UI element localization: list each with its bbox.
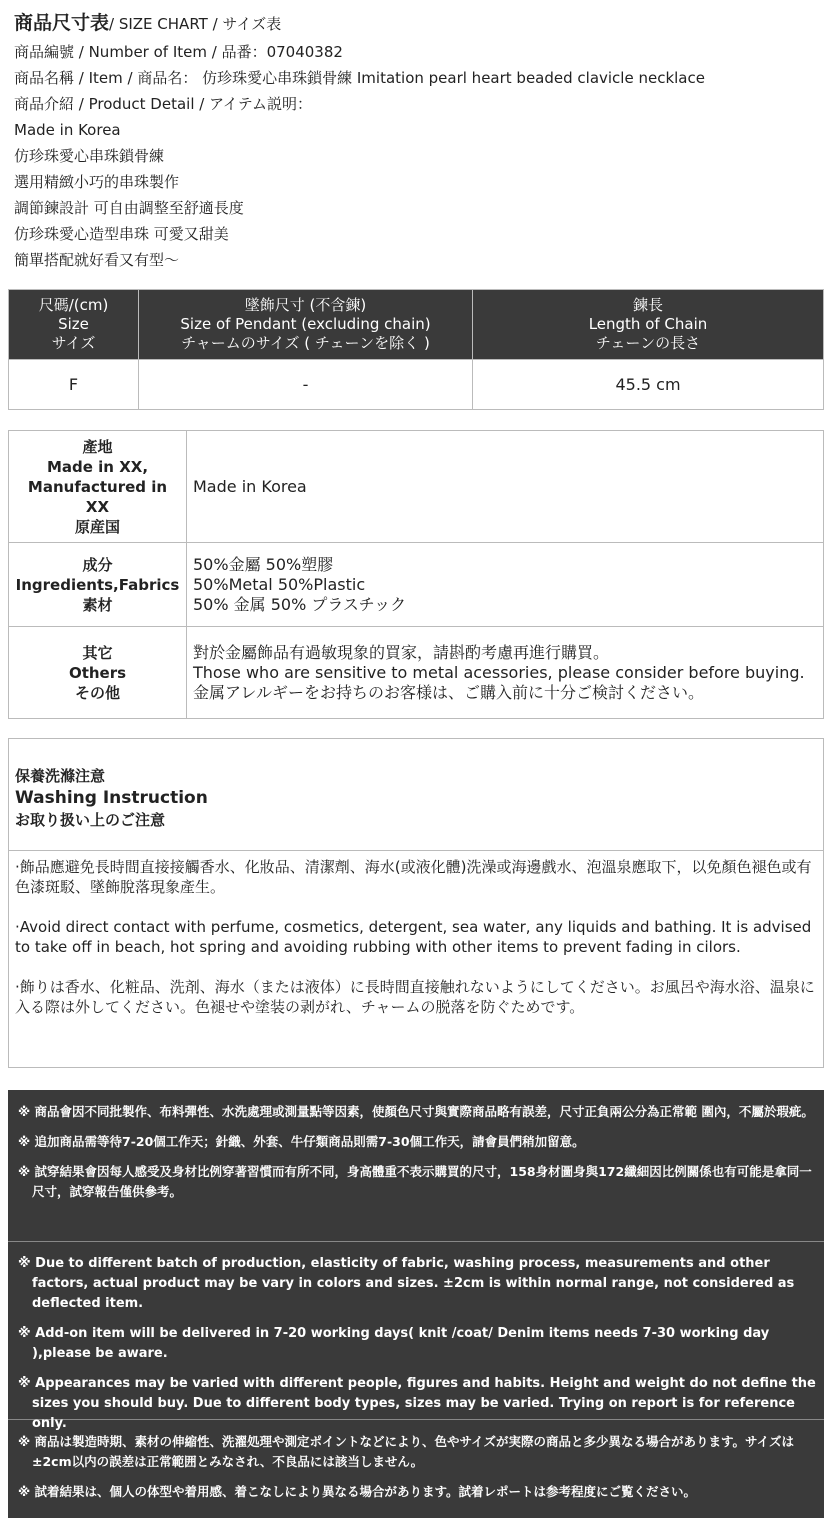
note-item: ※ 試着結果は、個人の体型や着用感、着こなしにより異なる場合があります。試着レポートは参考程度にご覧ください。	[18, 1484, 697, 1499]
note-item: ※ Add-on item will be delivered in 7-20 working days( knit /coat/ Denim items needs 7-30 working day ),please be aware.	[18, 1326, 770, 1361]
detail-line: Made in Korea	[14, 121, 121, 139]
item-number: 商品編號 / Number of Item / 品番：07040382	[14, 43, 343, 61]
note-item: ※ 商品會因不同批製作、布料彈性、水洗處理或測量點等因素，使顏色尺寸與實際商品略有誤差，尺寸正負兩公分為正常範 圍內，不屬於瑕疵。	[18, 1104, 814, 1119]
detail-line: 仿珍珠愛心造型串珠 可愛又甜美	[14, 225, 229, 243]
detail-label: 商品介紹 / Product Detail / アイテム説明：	[14, 95, 312, 113]
size-cell: F	[9, 360, 139, 410]
origin-row	[9, 431, 824, 543]
note-item: ※ Due to different batch of production, elasticity of fabric, washing process, measurements and other factors, actual product may be vary in colors and sizes. ±2cm is within normal range, not considered as deflected item.	[18, 1256, 795, 1311]
washing-title-ja: お取り扱い上のご注意	[15, 811, 166, 829]
washing-title	[9, 739, 823, 851]
notes-en	[8, 1242, 824, 1431]
washing-paragraph-ja: ·飾りは香水、化粧品、洗剤、海水（または液体）に長時間直接触れないようにしてください。お風呂や海水浴、温泉に入る際は外してください。色褪せや塗装の剥がれ、チャームの脱落を防ぐためです。	[15, 978, 815, 1016]
header-en: Size of Pendant (excluding chain)	[180, 315, 431, 333]
note-item: ※ 商品は製造時期、素材の伸縮性、洗濯処理や測定ポイントなどにより、色やサイズが実際の商品と多少異なる場合があります。サイズは±2cm以内の誤差は正常範囲とみなされ、不良品には該当しません。	[18, 1434, 795, 1469]
note-item: ※ 追加商品需等待7-20個工作天；針織、外套、牛仔類商品則需7-30個工作天，請會員們稍加留意。	[18, 1134, 585, 1149]
washing-title-zh: 保養洗滌注意	[15, 767, 106, 785]
chain-header	[473, 290, 824, 360]
item-name: 商品名稱 / Item / 商品名： 仿珍珠愛心串珠鎖骨練 Imitation pearl heart beaded clavicle necklace	[14, 69, 705, 87]
label-line: その他	[74, 683, 120, 702]
header	[14, 8, 824, 273]
header-zh: 鍊長	[632, 296, 663, 314]
pendant-header	[139, 290, 473, 360]
value-line: 對於金屬飾品有過敏現象的買家，請斟酌考慮再進行購買。	[193, 642, 610, 662]
washing-instruction-box	[8, 738, 824, 1068]
note-item: ※ 試穿結果會因每人感受及身材比例穿著習慣而有所不同，身高體重不表示購買的尺寸，158身材圖身與172纖細因比例關係也有可能是拿同一尺寸，試穿報告僅供參考。	[18, 1164, 812, 1199]
value-line: 金属アレルギーをお持ちのお客様は、ご購入前に十分ご検討ください。	[193, 682, 704, 702]
header-en: Size	[58, 315, 89, 333]
others-value	[187, 627, 824, 719]
value-line: 50%金屬 50%塑膠	[193, 554, 334, 574]
ingredients-row	[9, 543, 824, 627]
notes-zh	[8, 1090, 824, 1242]
size-header	[9, 290, 139, 360]
label-line: 素材	[82, 595, 113, 614]
label-line: 原産国	[74, 517, 120, 536]
header-en: Length of Chain	[588, 315, 708, 333]
header-ja: サイズ	[51, 334, 96, 352]
header-zh: 墜飾尺寸 (不含鍊)	[244, 296, 367, 314]
ingredients-value	[187, 543, 824, 627]
note-item: ※ Appearances may be varied with different people, figures and habits. Height and weight do not define the sizes you should buy. Due to different body types, sizes may be varied. Trying on report is for reference only.	[18, 1376, 816, 1431]
page-title	[14, 8, 824, 39]
value-line: 50% 金属 50% プラスチック	[193, 594, 407, 614]
label-line: Others	[68, 663, 127, 682]
label-line: 產地	[82, 437, 113, 456]
notes-ja	[8, 1420, 824, 1516]
label-line: 其它	[82, 643, 113, 662]
notes-box	[8, 1090, 824, 1518]
detail-line: 選用精緻小巧的串珠製作	[14, 173, 180, 191]
detail-line: 仿珍珠愛心串珠鎖骨練	[14, 147, 165, 165]
detail-line: 簡單搭配就好看又有型～	[14, 251, 180, 269]
washing-paragraph-zh: ·飾品應避免長時間直接接觸香水、化妝品、清潔劑、海水(或液化體)洗澡或海邊戲水、泡溫泉應取下，以免顏色褪色或有色漆斑駁、墜飾脫落現象產生。	[15, 858, 812, 896]
label-line: 成分	[82, 555, 113, 574]
others-row	[9, 627, 824, 719]
washing-body	[15, 857, 815, 1037]
title-bold: 商品尺寸表	[14, 12, 110, 34]
pendant-cell: -	[139, 360, 473, 410]
others-label	[9, 627, 187, 719]
label-line: Ingredients,Fabrics	[15, 575, 180, 594]
value-line: Made in Korea	[193, 476, 307, 496]
chain-cell: 45.5 cm	[473, 360, 824, 410]
value-line: Those who are sensitive to metal acessories, please consider before buying.	[193, 662, 805, 682]
value-line: 50%Metal 50%Plastic	[193, 574, 366, 594]
table-row	[9, 360, 824, 410]
washing-title-en: Washing Instruction	[15, 788, 208, 808]
origin-label	[9, 431, 187, 543]
label-line: XX	[85, 497, 110, 516]
header-ja: チャームのサイズ ( チェーンを除く )	[181, 334, 430, 352]
header-ja: チェーンの長さ	[595, 334, 701, 352]
detail-line: 調節鍊設計 可自由調整至舒適長度	[14, 199, 244, 217]
label-line: Manufactured in	[27, 477, 168, 496]
origin-value	[187, 431, 824, 543]
header-zh: 尺碼/(cm)	[38, 296, 109, 314]
ingredients-label	[9, 543, 187, 627]
size-table-header-row	[9, 290, 824, 360]
label-line: Made in XX,	[46, 457, 149, 476]
size-table	[8, 289, 824, 410]
title-rest: / SIZE CHART / サイズ表	[109, 15, 282, 33]
info-table	[8, 430, 824, 719]
washing-paragraph-en: ·Avoid direct contact with perfume, cosmetics, detergent, sea water, any liquids and bathing. It is advised to take off in beach, hot spring and avoiding rubbing with other items to prevent fading in cilors.	[15, 918, 812, 956]
